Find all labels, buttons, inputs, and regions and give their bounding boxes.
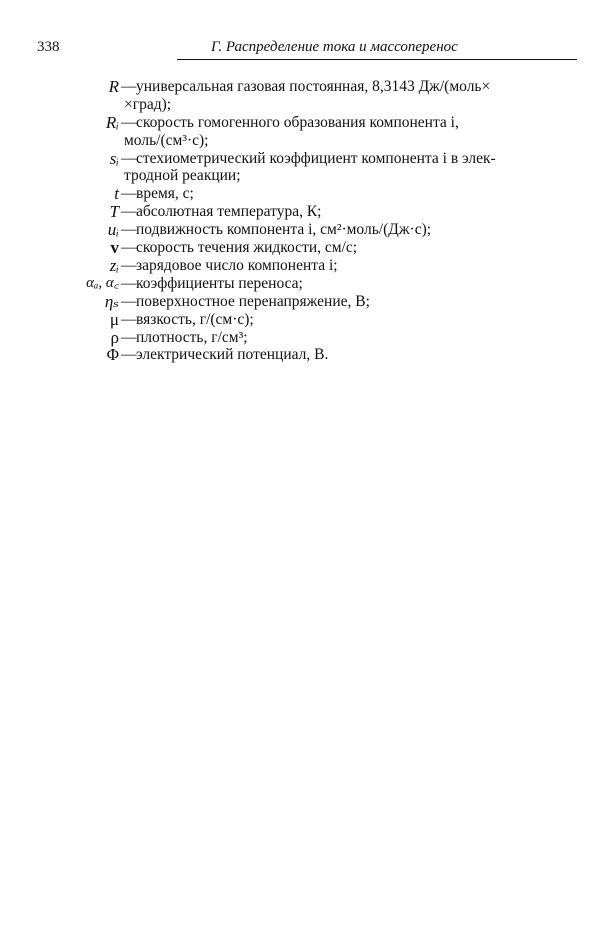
definition-line: стехиометрический коэффициент компонента i в элек- [136, 149, 496, 167]
glossary-symbol: αₐ, α꜀ [86, 274, 119, 291]
glossary-definition [124, 203, 564, 221]
glossary-symbol: v [110, 238, 119, 258]
glossary-definition [124, 329, 564, 347]
glossary-definition [124, 239, 564, 257]
definition-line: зарядовое число компонента i; [136, 256, 338, 274]
glossary-dash: — [121, 185, 137, 203]
glossary-entry [0, 150, 615, 186]
glossary-entry [0, 203, 615, 221]
glossary-dash: — [121, 274, 137, 292]
definition-line: электрический потенциал, В. [136, 346, 329, 364]
glossary-symbol: T [109, 202, 119, 222]
definition-line: поверхностное перенапряжение, В; [136, 292, 370, 310]
definition-line: плотность, г/см³; [136, 328, 248, 346]
glossary-symbol: Rᵢ [105, 112, 119, 132]
glossary-entry [0, 329, 615, 347]
glossary-entry [0, 221, 615, 239]
glossary-symbol: ρ [110, 327, 119, 347]
glossary-definition [124, 275, 564, 293]
glossary-symbol: Φ [106, 345, 119, 365]
definition-line: время, с; [136, 185, 194, 203]
glossary-dash: — [121, 310, 137, 328]
glossary-dash: — [121, 221, 137, 239]
glossary-definition [124, 114, 564, 150]
glossary-symbol: μ [109, 309, 119, 329]
glossary-dash: — [121, 292, 137, 310]
definition-line: тродной реакции; [124, 167, 241, 185]
glossary-dash: — [121, 78, 137, 95]
glossary-symbol: t [114, 184, 119, 204]
glossary-dash: — [121, 149, 137, 167]
glossary-entry [0, 78, 615, 114]
glossary-definition [124, 311, 564, 329]
definition-line: абсолютная температура, К; [136, 203, 322, 221]
glossary-definition [124, 346, 564, 364]
definition-line: скорость гомогенного образования компонента i, [136, 113, 459, 131]
glossary-dash: — [121, 239, 137, 257]
glossary-dash: — [121, 346, 137, 364]
glossary-definition [124, 257, 564, 275]
symbol-glossary [0, 78, 615, 364]
glossary-entry [0, 293, 615, 311]
glossary-dash: — [121, 113, 137, 131]
header-rule [177, 59, 577, 60]
definition-line: коэффициенты переноса; [136, 274, 303, 292]
glossary-definition [124, 221, 564, 239]
glossary-symbol: zᵢ [109, 255, 119, 275]
glossary-entry [0, 311, 615, 329]
glossary-definition [124, 185, 564, 203]
glossary-entry [0, 346, 615, 364]
glossary-definition [124, 78, 564, 114]
glossary-entry [0, 239, 615, 257]
glossary-symbol: R [108, 77, 119, 96]
definition-line: моль/(см³·с); [124, 131, 209, 149]
definition-line: универсальная газовая постоянная, 8,3143 Дж/(моль× [136, 78, 491, 95]
glossary-symbol: ηₛ [104, 291, 119, 311]
definition-line: подвижность компонента i, см²·моль/(Дж·с); [136, 221, 432, 239]
glossary-dash: — [121, 256, 137, 274]
running-title: Г. Распределение тока и массоперенос [211, 39, 458, 55]
glossary-dash: — [121, 203, 137, 221]
glossary-entry [0, 257, 615, 275]
glossary-entry [0, 185, 615, 203]
glossary-definition [124, 293, 564, 311]
glossary-symbol: uᵢ [107, 220, 119, 240]
glossary-entry [0, 275, 615, 293]
page-number: 338 [37, 39, 60, 55]
glossary-symbol: sᵢ [109, 148, 119, 168]
definition-line: ×град); [124, 95, 172, 113]
glossary-definition [124, 150, 564, 186]
definition-line: вязкость, г/(см·с); [136, 310, 254, 328]
glossary-entry [0, 114, 615, 150]
glossary-dash: — [121, 328, 137, 346]
definition-line: скорость течения жидкости, см/с; [136, 239, 358, 257]
page-header [37, 38, 577, 60]
